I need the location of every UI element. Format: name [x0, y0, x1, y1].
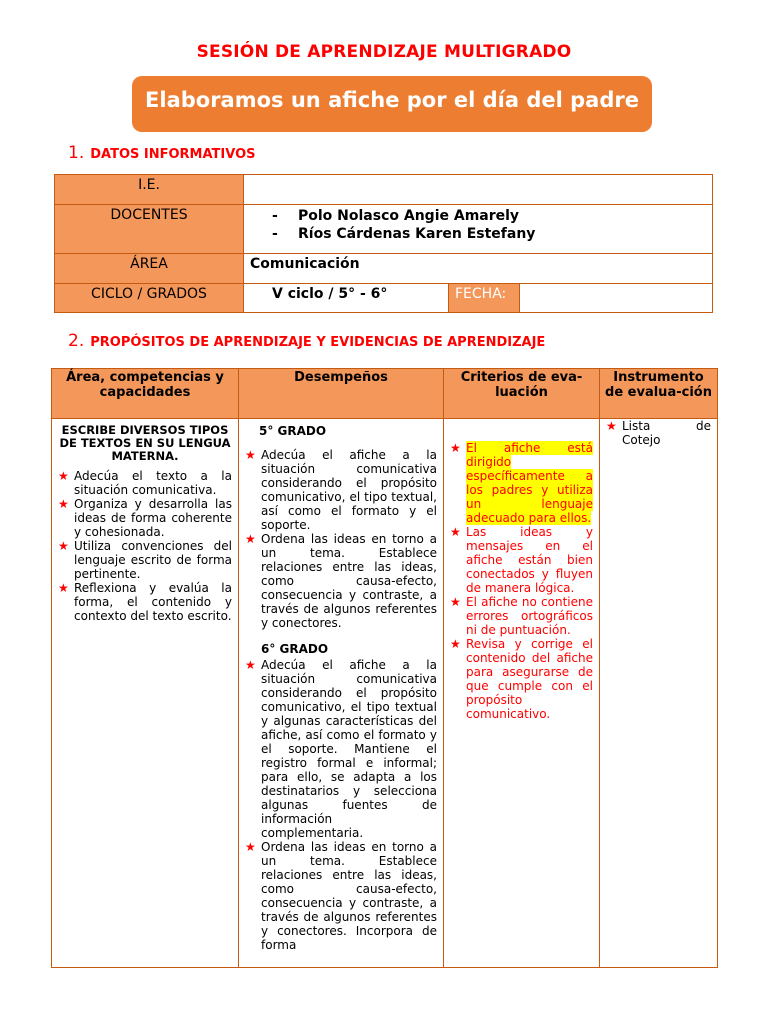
banner-text: Elaboramos un afiche por el día del padre — [145, 88, 639, 112]
star-icon: ★ — [450, 441, 461, 455]
grade-6-label: 6° GRADO — [261, 642, 329, 656]
criterios-cell — [444, 419, 600, 968]
instrumento-list — [606, 419, 711, 447]
section-1-label: DATOS INFORMATIVOS — [90, 147, 256, 162]
star-icon: ★ — [245, 658, 256, 672]
list-item: ★ Ordena las ideas en torno a un tema. Establece relaciones entre las ideas, como causa-efecto, consecuencia y contraste, a través de algunos referentes y conectores. — [245, 532, 437, 630]
competencias-cell — [52, 419, 239, 968]
section-2-number: 2. — [68, 331, 85, 351]
docentes-value — [244, 205, 713, 254]
star-icon: ★ — [245, 448, 256, 462]
list-item: ★ Las ideas y mensajes en el afiche están bien conectados y fluyen de manera lógica. — [450, 525, 593, 595]
ie-label: I.E. — [55, 175, 244, 205]
star-icon: ★ — [606, 419, 617, 433]
docente-dash: - — [272, 208, 278, 224]
docente-name: Polo Nolasco Angie Amarely — [298, 208, 520, 224]
star-icon: ★ — [245, 840, 256, 854]
ciclo-label: CICLO / GRADOS — [55, 284, 244, 313]
docente-1 — [272, 207, 706, 225]
docente-name: Ríos Cárdenas Karen Estefany — [298, 226, 536, 242]
star-icon: ★ — [450, 525, 461, 539]
list-item: ★ Ordena las ideas en torno a un tema. Establece relaciones entre las ideas, como causa-efecto, consecuencia y contraste, a través de algunos referentes y conectores. Incorpora de forma — [245, 840, 437, 952]
desempenos-6-list — [245, 658, 437, 952]
star-icon: ★ — [245, 532, 256, 546]
capacidades-list — [58, 469, 232, 623]
docente-dash: - — [272, 226, 278, 242]
info-table — [54, 174, 713, 313]
header-criterios: Criterios de eva-luación — [444, 369, 600, 419]
competencia-title: ESCRIBE DIVERSOS TIPOS DE TEXTOS EN SU LENGUA MATERNA. — [59, 423, 231, 463]
star-icon: ★ — [450, 595, 461, 609]
header-competencias: Área, competencias y capacidades — [52, 369, 239, 419]
session-banner — [132, 76, 652, 132]
desempenos-5-list — [245, 448, 437, 630]
list-item: ★ Reflexiona y evalúa la forma, el contenido y contexto del texto escrito. — [58, 581, 232, 623]
docentes-label: DOCENTES — [55, 205, 244, 254]
fecha-value — [520, 284, 713, 313]
list-item: ★ Adecúa el afiche a la situación comunicativa considerando el propósito comunicativo, el tipo textual, así como el formato y el soporte. — [245, 448, 437, 532]
section-1-heading — [68, 143, 255, 163]
star-icon: ★ — [58, 539, 69, 553]
header-instrumento: Instrumento de evalua-ción — [600, 369, 718, 419]
ciclo-value: V ciclo / 5° - 6° — [244, 284, 449, 313]
list-item: ★ El afiche está dirigido específicamente a los padres y utiliza un lenguaje adecuado para ellos. — [450, 441, 593, 525]
area-value: Comunicación — [244, 254, 713, 284]
list-item: ★ Lista de Cotejo — [606, 419, 711, 447]
section-2-label: PROPÓSITOS DE APRENDIZAJE Y EVIDENCIAS DE APRENDIZAJE — [90, 335, 546, 350]
ie-value — [244, 175, 713, 205]
purposes-table — [51, 368, 718, 968]
list-item: ★ Utiliza convenciones del lenguaje escrito de forma pertinente. — [58, 539, 232, 581]
star-icon: ★ — [58, 497, 69, 511]
section-1-number: 1. — [68, 143, 85, 163]
criterios-list — [450, 441, 593, 721]
list-item: ★ Adecúa el afiche a la situación comunicativa considerando el propósito comunicativo, el tipo textual y algunas características del afiche, así como el formato y el soporte. Mantiene el registro formal e informal; para ello, se adapta a los destinatarios y selecciona algunas fuentes de información complementaria. — [245, 658, 437, 840]
section-2-heading — [68, 331, 545, 351]
docente-2 — [272, 225, 706, 243]
instrumento-cell — [600, 419, 718, 968]
list-item: ★ Revisa y corrige el contenido del afiche para asegurarse de que cumple con el propósito comunicativo. — [450, 637, 593, 721]
list-item: ★ Organiza y desarrolla las ideas de forma coherente y cohesionada. — [58, 497, 232, 539]
list-item: ★ El afiche no contiene errores ortográficos ni de puntuación. — [450, 595, 593, 637]
list-item: ★ Adecúa el texto a la situación comunicativa. — [58, 469, 232, 497]
header-desempenos: Desempeños — [239, 369, 444, 419]
grade-5-label: 5° GRADO — [259, 424, 327, 438]
session-title: SESIÓN DE APRENDIZAJE MULTIGRADO — [196, 42, 572, 62]
fecha-label: FECHA: — [449, 284, 520, 313]
star-icon: ★ — [58, 581, 69, 595]
desempenos-cell — [239, 419, 444, 968]
star-icon: ★ — [58, 469, 69, 483]
area-label: ÁREA — [55, 254, 244, 284]
star-icon: ★ — [450, 637, 461, 651]
